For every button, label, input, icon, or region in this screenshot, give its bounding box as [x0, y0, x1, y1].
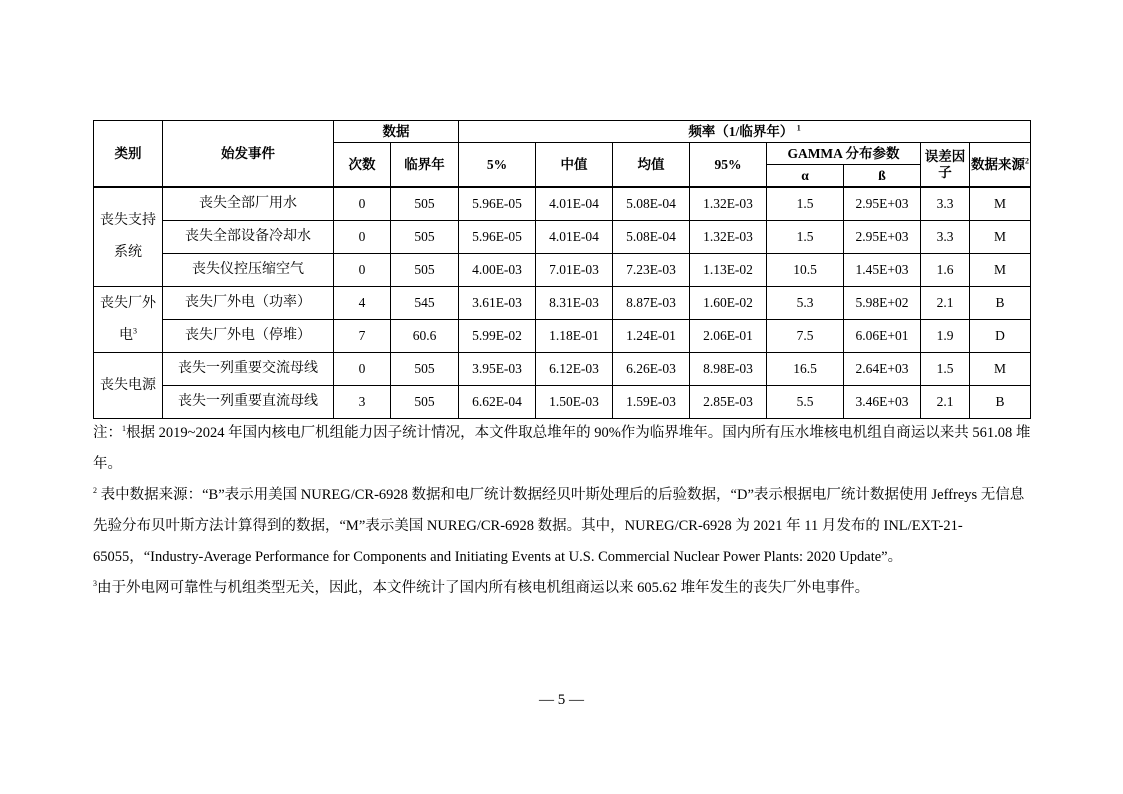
source-cell: D — [970, 320, 1031, 353]
table-row — [94, 187, 1031, 221]
col-reactor-years: 临界年 — [391, 143, 459, 188]
ef-cell: 1.6 — [921, 254, 970, 287]
col-beta: ß — [844, 165, 921, 188]
ef-cell: 2.1 — [921, 287, 970, 320]
median-cell: 4.01E-04 — [536, 221, 613, 254]
count-cell: 0 — [334, 221, 391, 254]
alpha-cell: 1.5 — [767, 221, 844, 254]
ef-cell: 3.3 — [921, 221, 970, 254]
col-error-factor: 误差因子 — [921, 143, 970, 188]
count-cell: 7 — [334, 320, 391, 353]
mean-cell: 6.26E-03 — [613, 353, 690, 386]
ef-cell: 3.3 — [921, 187, 970, 221]
table-body — [94, 187, 1031, 419]
source-cell: M — [970, 221, 1031, 254]
footnote-1: 注：$^1$根据 2019~2024 年国内核电厂机组能力因子统计情况，本文件取总堆年的 90%作为临界堆年。国内所有压水堆核电机组自商运以来共 561.08 堆年。 — [93, 424, 1031, 472]
mean-cell: 1.59E-03 — [613, 386, 690, 419]
col-event: 始发事件 — [163, 121, 334, 188]
years-cell: 505 — [391, 386, 459, 419]
col-gamma-group: GAMMA 分布参数 — [767, 143, 921, 165]
p95-cell: 2.85E-03 — [690, 386, 767, 419]
alpha-cell: 5.3 — [767, 287, 844, 320]
mean-cell: 1.24E-01 — [613, 320, 690, 353]
alpha-cell: 1.5 — [767, 187, 844, 221]
ef-cell: 1.5 — [921, 353, 970, 386]
col-frequency-group: 频率（1/临界年） $^1$ — [459, 121, 1031, 143]
p5-cell: 5.96E-05 — [459, 187, 536, 221]
col-p95: 95% — [690, 143, 767, 188]
p95-cell: 1.13E-02 — [690, 254, 767, 287]
table-row — [94, 386, 1031, 419]
mean-cell: 7.23E-03 — [613, 254, 690, 287]
count-cell: 3 — [334, 386, 391, 419]
category-cell: 丧失支持系统 — [94, 187, 163, 287]
table-header — [94, 121, 1031, 188]
mean-cell: 5.08E-04 — [613, 187, 690, 221]
event-cell: 丧失一列重要交流母线 — [163, 353, 334, 386]
beta-cell: 2.95E+03 — [844, 187, 921, 221]
p5-cell: 6.62E-04 — [459, 386, 536, 419]
beta-cell: 6.06E+01 — [844, 320, 921, 353]
col-p5: 5% — [459, 143, 536, 188]
beta-cell: 2.64E+03 — [844, 353, 921, 386]
category-cell: 丧失厂外电$^3$ — [94, 287, 163, 353]
initiating-events-table — [93, 120, 1031, 419]
median-cell: 4.01E-04 — [536, 187, 613, 221]
page-number: — 5 — — [539, 692, 584, 708]
category-cell: 丧失电源 — [94, 353, 163, 419]
col-median: 中值 — [536, 143, 613, 188]
years-cell: 505 — [391, 187, 459, 221]
col-mean: 均值 — [613, 143, 690, 188]
beta-cell: 1.45E+03 — [844, 254, 921, 287]
p95-cell: 1.32E-03 — [690, 221, 767, 254]
col-data-group: 数据 — [334, 121, 459, 143]
table-row — [94, 320, 1031, 353]
footnotes — [93, 418, 1033, 604]
years-cell: 505 — [391, 353, 459, 386]
p95-cell: 8.98E-03 — [690, 353, 767, 386]
p5-cell: 4.00E-03 — [459, 254, 536, 287]
alpha-cell: 5.5 — [767, 386, 844, 419]
ef-cell: 1.9 — [921, 320, 970, 353]
source-cell: M — [970, 353, 1031, 386]
event-cell: 丧失厂外电（停堆） — [163, 320, 334, 353]
years-cell: 505 — [391, 254, 459, 287]
p95-cell: 2.06E-01 — [690, 320, 767, 353]
p95-cell: 1.60E-02 — [690, 287, 767, 320]
table-row — [94, 254, 1031, 287]
event-cell: 丧失厂外电（功率） — [163, 287, 334, 320]
footnote-3: $^3$由于外电网可靠性与机组类型无关，因此，本文件统计了国内所有核电机组商运以来 605.62 堆年发生的丧失厂外电事件。 — [93, 579, 870, 596]
event-cell: 丧失一列重要直流母线 — [163, 386, 334, 419]
years-cell: 60.6 — [391, 320, 459, 353]
p95-cell: 1.32E-03 — [690, 187, 767, 221]
source-cell: M — [970, 187, 1031, 221]
median-cell: 8.31E-03 — [536, 287, 613, 320]
years-cell: 545 — [391, 287, 459, 320]
col-source: 数据来源$^2$ — [970, 143, 1031, 188]
p5-cell: 3.61E-03 — [459, 287, 536, 320]
alpha-cell: 10.5 — [767, 254, 844, 287]
ef-cell: 2.1 — [921, 386, 970, 419]
event-cell: 丧失全部厂用水 — [163, 187, 334, 221]
event-cell: 丧失全部设备冷却水 — [163, 221, 334, 254]
table-row — [94, 287, 1031, 320]
col-count: 次数 — [334, 143, 391, 188]
alpha-cell: 16.5 — [767, 353, 844, 386]
beta-cell: 2.95E+03 — [844, 221, 921, 254]
p5-cell: 3.95E-03 — [459, 353, 536, 386]
event-cell: 丧失仪控压缩空气 — [163, 254, 334, 287]
col-alpha: α — [767, 165, 844, 188]
source-cell: M — [970, 254, 1031, 287]
mean-cell: 8.87E-03 — [613, 287, 690, 320]
alpha-cell: 7.5 — [767, 320, 844, 353]
footnote-2: $^2$ 表中数据来源：“B”表示用美国 NUREG/CR-6928 数据和电厂统计数据经贝叶斯处理后的后验数据，“D”表示根据电厂统计数据使用 Jeffreys 无信息先验分布贝叶斯方法计算得到的数据，“M”表示美国 NUREG/CR-6928 数据。其中，NUREG/CR-6928 为 2021 年 11 月发布的 INL/EXT-21-65055，“Industry-Average Performance for Components and Initiating Events at U.S. Commercial Nuclear Power Plants: 2020 Update”。 — [93, 486, 1025, 565]
beta-cell: 3.46E+03 — [844, 386, 921, 419]
p5-cell: 5.99E-02 — [459, 320, 536, 353]
median-cell: 6.12E-03 — [536, 353, 613, 386]
median-cell: 7.01E-03 — [536, 254, 613, 287]
count-cell: 0 — [334, 353, 391, 386]
p5-cell: 5.96E-05 — [459, 221, 536, 254]
count-cell: 0 — [334, 187, 391, 221]
count-cell: 0 — [334, 254, 391, 287]
mean-cell: 5.08E-04 — [613, 221, 690, 254]
count-cell: 4 — [334, 287, 391, 320]
years-cell: 505 — [391, 221, 459, 254]
beta-cell: 5.98E+02 — [844, 287, 921, 320]
median-cell: 1.18E-01 — [536, 320, 613, 353]
source-cell: B — [970, 287, 1031, 320]
median-cell: 1.50E-03 — [536, 386, 613, 419]
source-cell: B — [970, 386, 1031, 419]
table-row — [94, 221, 1031, 254]
table-row — [94, 353, 1031, 386]
col-category: 类别 — [94, 121, 163, 188]
